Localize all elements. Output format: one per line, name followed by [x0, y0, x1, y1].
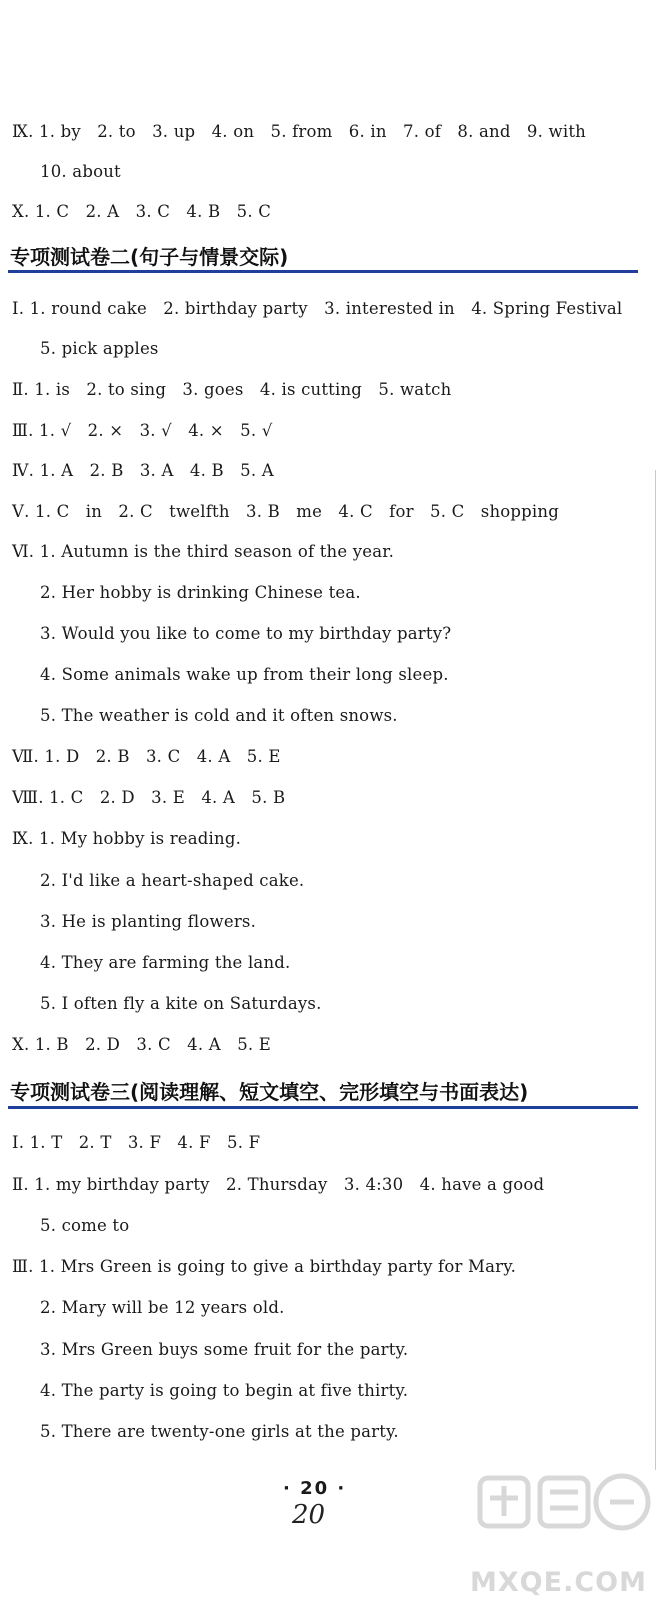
- answer-line-vii: Ⅶ. 1. D 2. B 3. C 4. A 5. E: [12, 747, 281, 766]
- answer-line-x2: Ⅹ. 1. B 2. D 3. C 4. A 5. E: [12, 1035, 272, 1054]
- answer-line-ix-2: 2. I'd like a heart-shaped cake.: [40, 871, 305, 890]
- answer-line-viii: Ⅷ. 1. C 2. D 3. E 4. A 5. B: [12, 788, 286, 807]
- answer-line-x: Ⅹ. 1. C 2. A 3. C 4. B 5. C: [12, 202, 272, 221]
- answer-line-vi-3: 3. Would you like to come to my birthday party?: [40, 624, 452, 643]
- answer-line-ix-1: Ⅸ. 1. My hobby is reading.: [12, 829, 242, 848]
- answer-line-s3-ii-cont: 5. come to: [40, 1216, 130, 1235]
- answer-line-vi-2: 2. Her hobby is drinking Chinese tea.: [40, 583, 361, 602]
- answer-line-s3-i: Ⅰ. 1. T 2. T 3. F 4. F 5. F: [12, 1133, 261, 1152]
- watermark: [470, 1468, 660, 1598]
- watermark-text: MXQE.COM: [470, 1567, 647, 1598]
- answer-line-iii: Ⅲ. 1. √ 2. × 3. √ 4. × 5. √: [12, 421, 273, 440]
- answer-line-vi-5: 5. The weather is cold and it often snows.: [40, 706, 398, 725]
- answer-line-i: Ⅰ. 1. round cake 2. birthday party 3. interested in 4. Spring Festival: [12, 299, 623, 318]
- answer-line-ix-5: 5. I often fly a kite on Saturdays.: [40, 994, 322, 1013]
- answer-line-ix-3: 3. He is planting flowers.: [40, 912, 257, 931]
- margin-rule: [655, 470, 656, 1470]
- answer-line-ix-4: 4. They are farming the land.: [40, 953, 291, 972]
- section-title-3: 专项测试卷三(阅读理解、短文填空、完形填空与书面表达): [10, 1080, 529, 1104]
- answer-line-iv: Ⅳ. 1. A 2. B 3. A 4. B 5. A: [12, 461, 274, 480]
- answer-line-ii: Ⅱ. 1. is 2. to sing 3. goes 4. is cutting 5. watch: [12, 380, 452, 399]
- answer-line-s3-ii: Ⅱ. 1. my birthday party 2. Thursday 3. 4:30 4. have a good: [12, 1175, 545, 1194]
- answer-line-ix: Ⅸ. 1. by 2. to 3. up 4. on 5. from 6. in 7. of 8. and 9. with: [12, 122, 586, 141]
- answer-line-v: Ⅴ. 1. C in 2. C twelfth 3. B me 4. C for 5. C shopping: [12, 502, 560, 521]
- answer-line-s3-iii-2: 2. Mary will be 12 years old.: [40, 1298, 285, 1317]
- answer-line-s3-iii-4: 4. The party is going to begin at five thirty.: [40, 1381, 409, 1400]
- page-number: · 20 ·: [283, 1478, 347, 1499]
- answer-line-s3-iii-5: 5. There are twenty-one girls at the party.: [40, 1422, 399, 1441]
- answer-line-s3-iii-3: 3. Mrs Green buys some fruit for the party.: [40, 1340, 409, 1359]
- answer-line-ix-cont: 10. about: [40, 162, 121, 181]
- section-title: 专项测试卷二(句子与情景交际): [10, 245, 289, 269]
- answer-line-vi-4: 4. Some animals wake up from their long sleep.: [40, 665, 449, 684]
- heading-underline: [8, 270, 638, 273]
- handwritten-page-number: 20: [292, 1500, 326, 1530]
- answer-line-i-cont: 5. pick apples: [40, 339, 159, 358]
- answer-line-vi-1: Ⅵ. 1. Autumn is the third season of the year.: [12, 542, 395, 561]
- heading-underline-3: [8, 1106, 638, 1109]
- answer-line-s3-iii-1: Ⅲ. 1. Mrs Green is going to give a birthday party for Mary.: [12, 1257, 517, 1276]
- watermark-logo-icon: [470, 1468, 660, 1558]
